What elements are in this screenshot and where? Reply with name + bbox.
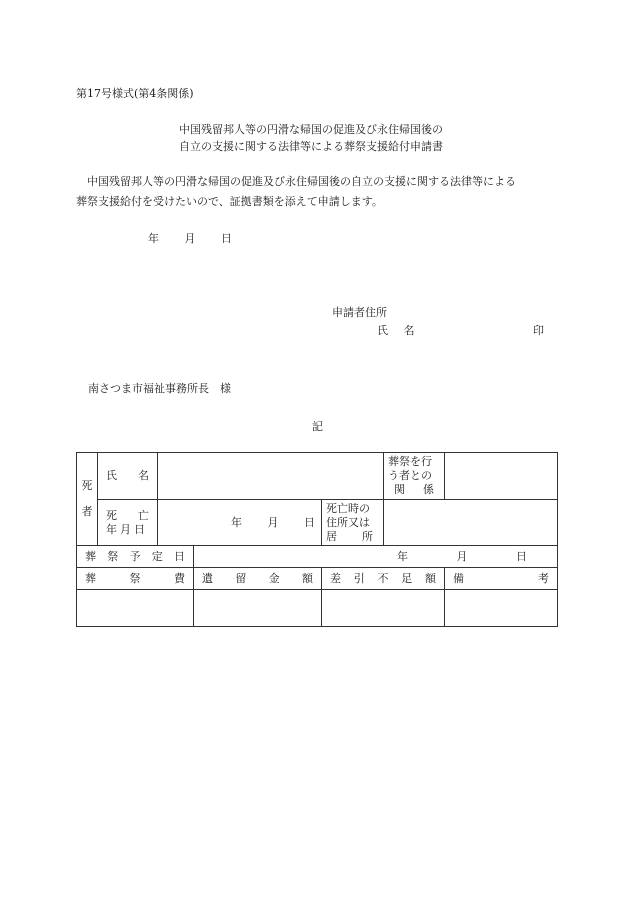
col4-char-2: 考 — [538, 571, 549, 585]
col2-char-2: 留 — [235, 571, 247, 585]
deceased-char-1 — [77, 473, 97, 525]
applicant-name-char-1: 氏 — [377, 324, 388, 337]
form-number: 第17号様式(第4条関係) — [76, 87, 194, 100]
application-details-table — [76, 452, 558, 627]
funeral-date-label-cell — [77, 546, 194, 568]
col3-char-1: 差 — [330, 571, 341, 585]
col2-char-3: 金 — [268, 571, 280, 585]
memo-heading: 記 — [312, 420, 323, 433]
date-day: 日 — [221, 232, 232, 245]
estate-amount-field[interactable] — [194, 590, 322, 627]
deceased-name-field[interactable] — [158, 453, 384, 500]
col3-char-5: 額 — [425, 571, 436, 585]
funeral-cost-field[interactable] — [77, 590, 194, 627]
death-date-line-2: 年月日 — [106, 522, 148, 536]
relation-line-2: う者との — [388, 469, 432, 482]
sched-char-5: 日 — [174, 549, 185, 563]
address-line-1: 死亡時の — [326, 501, 370, 515]
estate-amount-header — [194, 568, 322, 590]
date-year: 年 — [148, 232, 159, 245]
address-field[interactable] — [384, 500, 558, 546]
name-label-cell — [98, 453, 158, 500]
sched-char-2: 祭 — [107, 549, 119, 563]
sched-char-3: 予 — [129, 549, 141, 563]
sched-day: 日 — [516, 549, 527, 563]
death-date-field[interactable] — [158, 500, 322, 546]
application-statement — [76, 172, 556, 212]
application-date — [148, 230, 232, 246]
shortfall-amount-field[interactable] — [322, 590, 445, 627]
address-char-2: 所 — [362, 529, 373, 543]
deceased-label-char: 死 — [81, 479, 93, 492]
col3-char-3: 不 — [377, 571, 389, 585]
death-year: 年 — [231, 515, 242, 529]
col3-char-2: 引 — [353, 571, 365, 585]
seal-mark: 印 — [533, 324, 544, 337]
death-month: 月 — [267, 515, 279, 529]
sched-char-1: 葬 — [85, 549, 96, 563]
relation-char-2: 係 — [423, 483, 434, 496]
name-char-2: 名 — [138, 469, 149, 482]
col4-char-1: 備 — [453, 571, 464, 585]
form-title — [179, 121, 443, 155]
relation-field[interactable] — [445, 453, 558, 500]
addressee: 南さつま市福祉事務所長 様 — [88, 382, 231, 395]
address-char-1: 居 — [326, 529, 337, 543]
col2-char-4: 額 — [301, 571, 313, 585]
relation-line-1: 葬祭を行 — [388, 455, 432, 468]
col1-char-3: 費 — [174, 571, 185, 585]
remarks-field[interactable] — [445, 590, 558, 627]
applicant-name-label — [377, 322, 415, 338]
sched-year: 年 — [397, 549, 408, 563]
address-line-2: 住所又は — [326, 515, 370, 529]
date-month: 月 — [184, 232, 196, 245]
funeral-date-field[interactable] — [194, 546, 558, 568]
funeral-cost-header — [77, 568, 194, 590]
death-day: 日 — [304, 515, 315, 529]
death-char-1: 死 — [106, 508, 117, 522]
death-date-label-cell — [98, 500, 158, 546]
applicant-address-label: 申請者住所 — [332, 306, 387, 319]
form-title-line-2: 自立の支援に関する法律等による葬祭支援給付申請書 — [179, 140, 443, 153]
deceased-label-char: 者 — [81, 505, 93, 518]
col2-char-1: 遺 — [202, 571, 213, 585]
relation-char-1: 関 — [394, 483, 405, 496]
statement-line-2: 葬祭支援給付を受けたいので、証拠書類を添えて申請します。 — [76, 195, 383, 208]
col1-char-2: 祭 — [129, 571, 141, 585]
relation-label-cell — [384, 453, 445, 500]
col1-char-1: 葬 — [85, 571, 96, 585]
deceased-label-cell — [77, 453, 98, 546]
statement-line-1: 中国残留邦人等の円滑な帰国の促進及び永住帰国後の自立の支援に関する法律等による — [87, 175, 516, 188]
death-char-2: 亡 — [138, 508, 149, 522]
shortfall-amount-header — [322, 568, 445, 590]
remarks-header — [445, 568, 558, 590]
sched-month: 月 — [456, 549, 468, 563]
name-char-1: 氏 — [106, 469, 117, 482]
form-title-line-1: 中国残留邦人等の円滑な帰国の促進及び永住帰国後の — [179, 123, 443, 136]
sched-char-4: 定 — [151, 549, 163, 563]
col3-char-4: 足 — [401, 571, 413, 585]
applicant-name-char-2: 名 — [403, 324, 415, 337]
address-label-cell — [322, 500, 384, 546]
